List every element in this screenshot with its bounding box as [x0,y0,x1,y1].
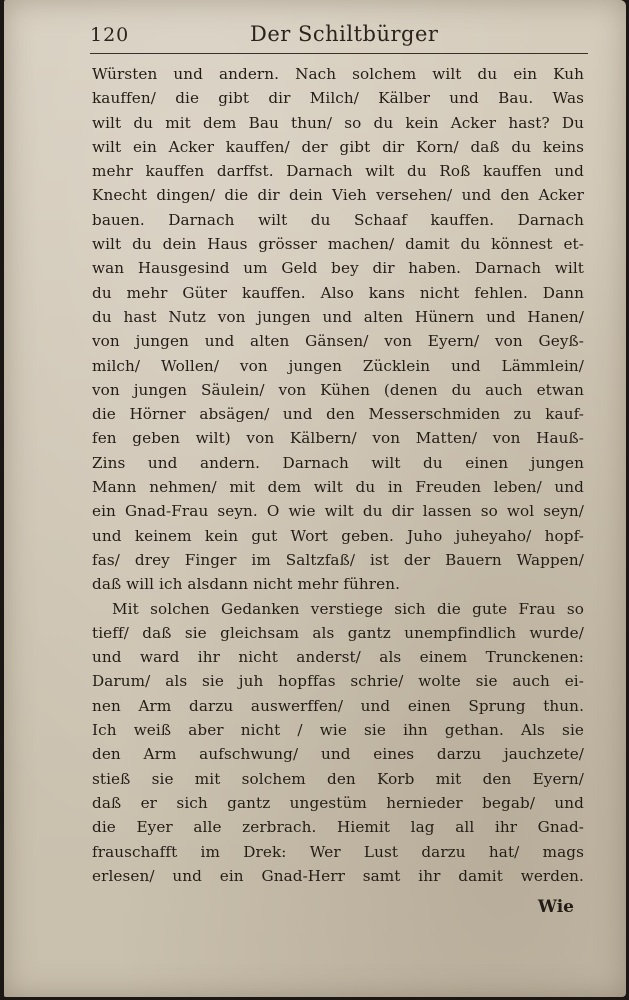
text-line: wilt ein Acker kauffen/ der gibt dir Korn/ daß du keins [92,137,584,156]
text-line: daß er sich gantz ungestüm hernieder begab/ und [92,793,584,812]
text-line: wan Hausgesind um Geld bey dir haben. Darnach wilt [92,259,584,278]
text-line: Darum/ als sie juh hopffas schrie/ wolte sie auch ei- [92,672,584,691]
text-line: wilt du mit dem Bau thun/ so du kein Acker hast? Du [92,113,584,132]
text-line: stieß sie mit solchem den Korb mit den Eyern/ [92,769,584,788]
book-page [4,0,626,997]
text-line: und keinem kein gut Wort geben. Juho juheyaho/ hopf- [92,526,584,545]
text-line: wilt du dein Haus grösser machen/ damit du könnest et- [92,235,584,254]
text-line: Mann nehmen/ mit dem wilt du in Freuden leben/ und [92,478,584,497]
text-line: die Hörner absägen/ und den Messerschmiden zu kauf- [92,405,584,424]
body-text [92,62,584,888]
text-line: fen geben wilt) von Kälbern/ von Matten/ von Hauß- [92,429,584,448]
text-line: bauen. Darnach wilt du Schaaf kauffen. Darnach [92,210,584,229]
text-line: du mehr Güter kauffen. Also kans nicht fehlen. Dann [92,283,584,302]
page-number: 120 [90,24,130,46]
header-rule [90,53,588,54]
text-line: nen Arm darzu auswerffen/ und einen Sprung thun. [92,696,584,715]
text-line: und ward ihr nicht anderst/ als einem Trunckenen: [92,648,584,667]
text-line: milch/ Wollen/ von jungen Zücklein und Lämmlein/ [92,356,584,375]
text-line: Würsten und andern. Nach solchem wilt du ein Kuh [92,65,584,83]
text-line: die Eyer alle zerbrach. Hiemit lag all ihr Gnad- [92,818,584,837]
text-line: ein Gnad-Frau seyn. O wie wilt du dir lassen so wol seyn/ [92,502,584,521]
text-line: du hast Nutz von jungen und alten Hünern und Hanen/ [92,307,584,326]
text-line: fas/ drey Finger im Saltzfaß/ ist der Bauern Wappen/ [92,550,584,569]
text-line: den Arm aufschwung/ und eines darzu jauchzete/ [92,745,584,764]
text-line: Mit solchen Gedanken verstiege sich die gute Frau so [112,599,584,618]
running-head: Der Schiltbürger [250,22,439,46]
text-line: kauffen/ die gibt dir Milch/ Kälber und Bau. Was [92,89,584,108]
text-line: von jungen Säulein/ von Kühen (denen du auch etwan [92,380,584,399]
page-header [4,22,626,54]
text-line: Ich weiß aber nicht / wie sie ihn gethan. Als sie [92,721,584,740]
text-line: tieff/ daß sie gleichsam als gantz unempfindlich wurde/ [92,623,584,642]
text-line: von jungen und alten Gänsen/ von Eyern/ von Geyß- [92,332,584,351]
text-line: mehr kauffen darffst. Darnach wilt du Roß kauffen und [92,162,584,181]
text-line: erlesen/ und ein Gnad-Herr samt ihr damit werden. [92,866,584,885]
text-line: Knecht dingen/ die dir dein Vieh versehen/ und den Acker [92,186,584,205]
text-line: frauschafft im Drek: Wer Lust darzu hat/ mags [92,842,584,861]
text-line: daß will ich alsdann nicht mehr führen. [92,575,401,594]
catchword: Wie [537,897,574,917]
text-line: Zins und andern. Darnach wilt du einen jungen [92,453,584,472]
